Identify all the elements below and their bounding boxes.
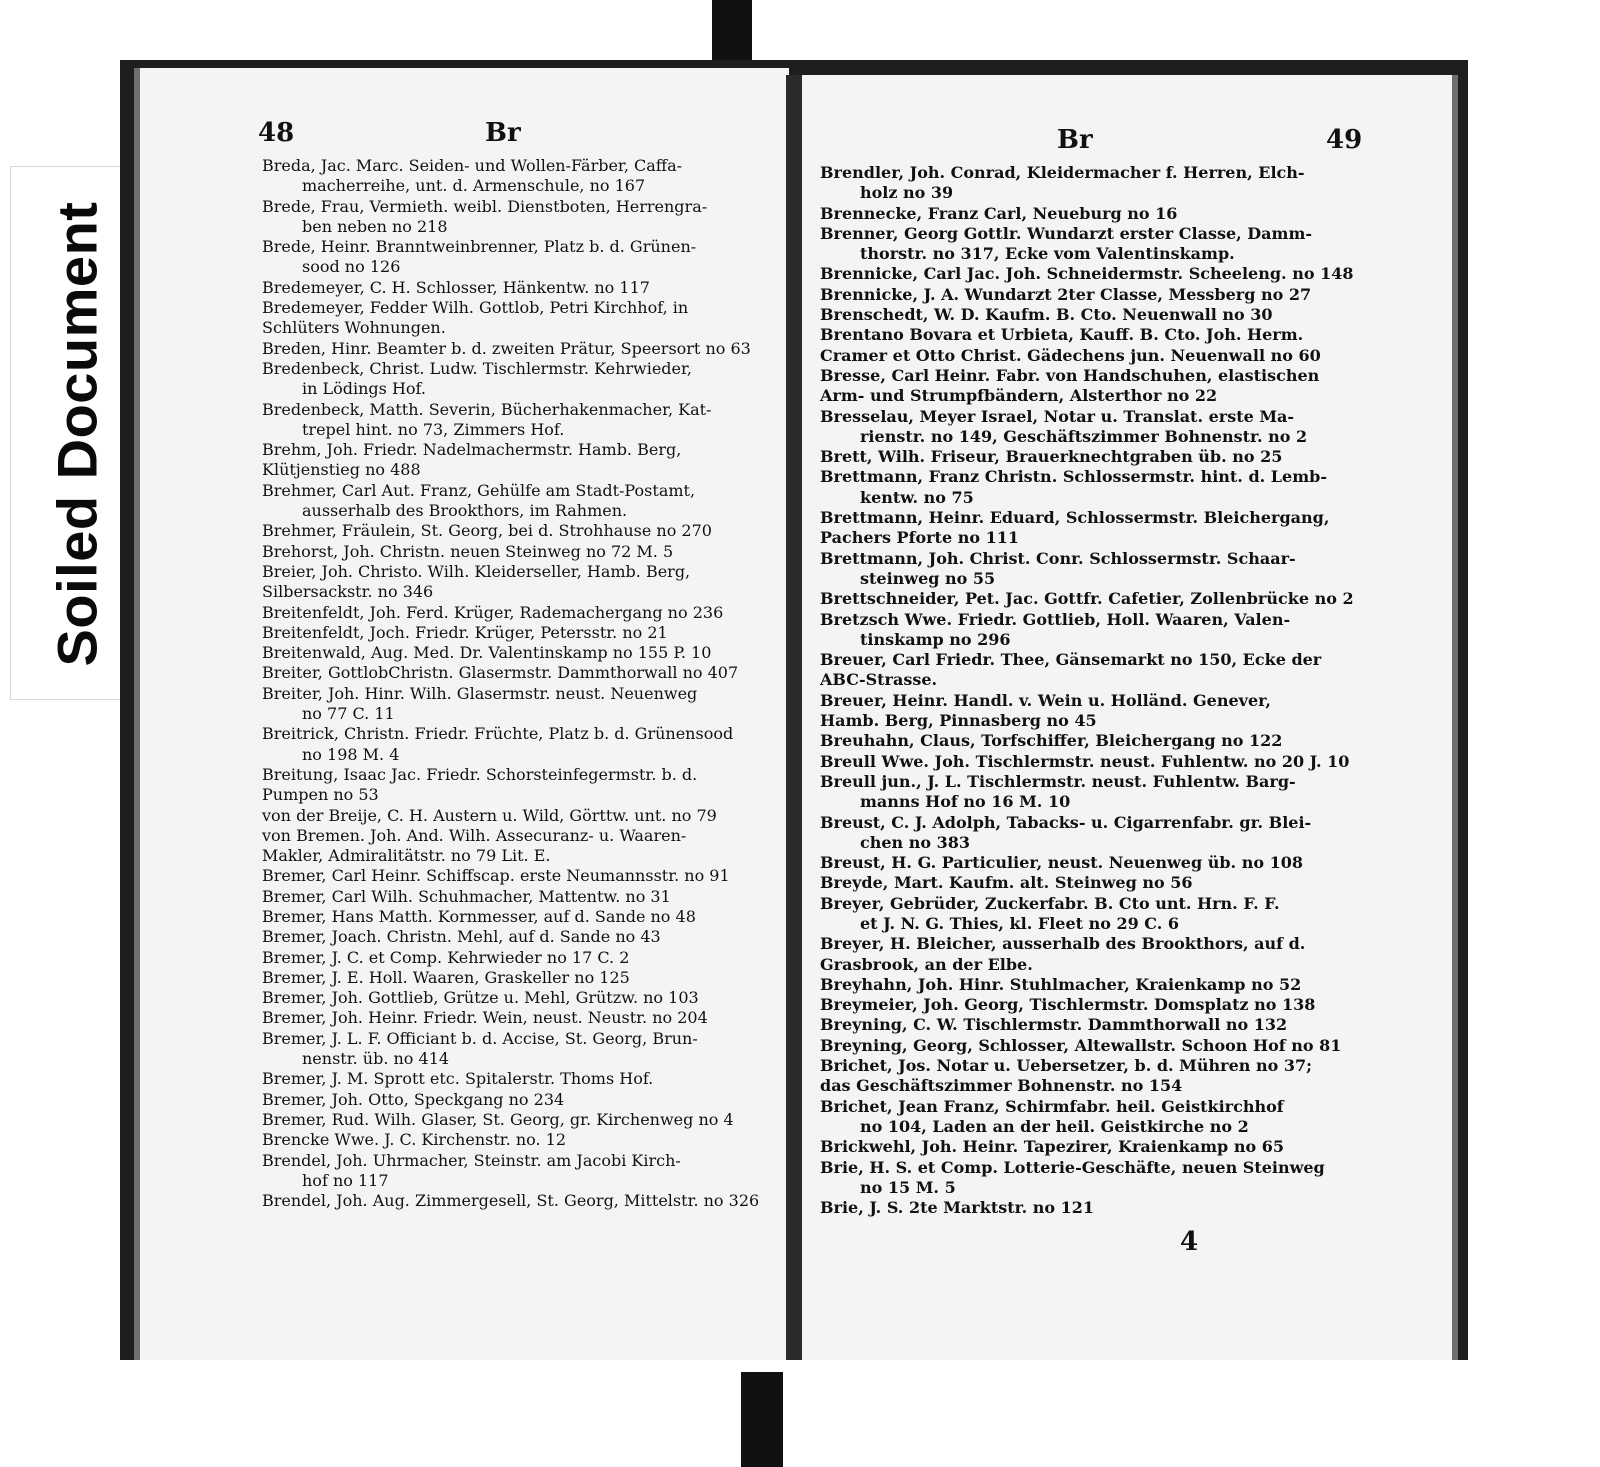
entry-line: macherreihe, unt. d. Armenschule, no 167 — [302, 176, 646, 196]
entry-line: Brettschneider, Pet. Jac. Gottfr. Cafetier, Zollenbrücke no 2 — [820, 589, 1354, 609]
entry-line: Breitenfeldt, Joch. Friedr. Krüger, Petersstr. no 21 — [262, 622, 668, 642]
entry-line: Breust, H. G. Particulier, neust. Neuenweg üb. no 108 — [820, 853, 1303, 873]
entry-line: Breuhahn, Claus, Torfschiffer, Bleichergang no 122 — [820, 731, 1283, 751]
entry-line: Bremer, Carl Heinr. Schiffscap. erste Neumannsstr. no 91 — [262, 866, 730, 886]
entry-line: Brentano Bovara et Urbieta, Kauff. B. Cto. Joh. Herm. — [820, 325, 1304, 345]
entry-line: Grasbrook, an der Elbe. — [820, 954, 1033, 974]
entry-line: no 15 M. 5 — [860, 1177, 956, 1197]
entry-line: et J. N. G. Thies, kl. Fleet no 29 C. 6 — [860, 913, 1180, 933]
entry-line: Brichet, Jean Franz, Schirmfabr. heil. Geistkirchhof — [820, 1096, 1284, 1116]
entry-line: Breiter, Joh. Hinr. Wilh. Glasermstr. neust. Neuenweg — [262, 683, 698, 703]
entry-line: Bredemeyer, Fedder Wilh. Gottlob, Petri Kirchhof, in — [262, 298, 689, 318]
entry-line: Bremer, J. C. et Comp. Kehrwieder no 17 C. 2 — [262, 947, 630, 967]
entry-line: Brenner, Georg Gottlr. Wundarzt erster Classe, Damm- — [820, 223, 1313, 243]
entry-line: ausserhalb des Brookthors, im Rahmen. — [302, 501, 628, 521]
entry-line: trepel hint. no 73, Zimmers Hof. — [302, 419, 565, 439]
left-page-number: 48 — [258, 118, 295, 148]
entry-line: Brede, Heinr. Branntweinbrenner, Platz b. d. Grünen- — [262, 237, 697, 257]
left-page-header: Br — [485, 118, 521, 148]
entry-line: Makler, Admiralitätstr. no 79 Lit. E. — [262, 846, 551, 866]
entry-line: ben neben no 218 — [302, 216, 448, 236]
entry-line: Brettmann, Joh. Christ. Conr. Schlossermstr. Schaar- — [820, 548, 1296, 568]
entry-line: Bremer, Joach. Christn. Mehl, auf d. Sande no 43 — [262, 927, 661, 947]
entry-line: Brendel, Joh. Uhrmacher, Steinstr. am Jacobi Kirch- — [262, 1150, 681, 1170]
entry-line: Breitenfeldt, Joh. Ferd. Krüger, Rademachergang no 236 — [262, 602, 724, 622]
entry-line: Brickwehl, Joh. Heinr. Tapezirer, Kraienkamp no 65 — [820, 1137, 1284, 1157]
entry-line: Bredenbeck, Christ. Ludw. Tischlermstr. Kehrwieder, — [262, 358, 692, 378]
entry-line: Breull Wwe. Joh. Tischlermstr. neust. Fuhlentw. no 20 J. 10 — [820, 751, 1350, 771]
entry-line: Breyning, Georg, Schlosser, Altewallstr. Schoon Hof no 81 — [820, 1035, 1342, 1055]
entry-line: Brennicke, J. A. Wundarzt 2ter Classe, Messberg no 27 — [820, 284, 1312, 304]
entry-line: Brendel, Joh. Aug. Zimmergesell, St. Georg, Mittelstr. no 326 — [262, 1191, 760, 1211]
entry-line: Pumpen no 53 — [262, 785, 379, 805]
entry-line: manns Hof no 16 M. 10 — [860, 792, 1071, 812]
signature-mark: 4 — [1180, 1227, 1199, 1257]
entry-line: Brie, J. S. 2te Marktstr. no 121 — [820, 1198, 1094, 1218]
entry-line: Breyhahn, Joh. Hinr. Stuhlmacher, Kraienkamp no 52 — [820, 974, 1302, 994]
entry-line: Brennicke, Carl Jac. Joh. Schneidermstr. Scheeleng. no 148 — [820, 264, 1354, 284]
entry-line: Breyning, C. W. Tischlermstr. Dammthorwall no 132 — [820, 1015, 1288, 1035]
entry-line: Brehm, Joh. Friedr. Nadelmachermstr. Hamb. Berg, — [262, 440, 682, 460]
entry-line: das Geschäftszimmer Bohnenstr. no 154 — [820, 1076, 1183, 1096]
entry-line: Breitrick, Christn. Friedr. Früchte, Platz b. d. Grünensood — [262, 724, 734, 744]
entry-line: Pachers Pforte no 111 — [820, 528, 1019, 548]
entry-line: von der Breije, C. H. Austern u. Wild, Görttw. unt. no 79 — [262, 805, 717, 825]
entry-line: Brede, Frau, Vermieth. weibl. Dienstboten, Herrengra- — [262, 196, 708, 216]
entry-line: Bremer, J. M. Sprott etc. Spitalerstr. Thoms Hof. — [262, 1069, 654, 1089]
right-page-number: 49 — [1326, 125, 1363, 155]
entry-line: Breull jun., J. L. Tischlermstr. neust. Fuhlentw. Barg- — [820, 771, 1296, 791]
entry-line: in Lödings Hof. — [302, 379, 426, 399]
entry-line: steinweg no 55 — [860, 568, 996, 588]
entry-line: Bremer, Joh. Gottlieb, Grütze u. Mehl, Grützw. no 103 — [262, 988, 699, 1008]
entry-line: Bresselau, Meyer Israel, Notar u. Translat. erste Ma- — [820, 406, 1295, 426]
entry-line: Bredemeyer, C. H. Schlosser, Hänkentw. no 117 — [262, 277, 650, 297]
entry-line: Bremer, Rud. Wilh. Glaser, St. Georg, gr. Kirchenweg no 4 — [262, 1109, 734, 1129]
entry-line: Brichet, Jos. Notar u. Uebersetzer, b. d. Mühren no 37; — [820, 1056, 1313, 1076]
entry-line: Bredenbeck, Matth. Severin, Bücherhakenmacher, Kat- — [262, 399, 712, 419]
entry-line: Silbersackstr. no 346 — [262, 582, 434, 602]
left-entry-list — [262, 156, 767, 1211]
entry-line: ABC-Strasse. — [820, 670, 938, 690]
entry-line: Brettmann, Heinr. Eduard, Schlossermstr. Bleichergang, — [820, 508, 1330, 528]
entry-line: Brennecke, Franz Carl, Neueburg no 16 — [820, 203, 1178, 223]
entry-line: thorstr. no 317, Ecke vom Valentinskamp. — [860, 244, 1235, 264]
entry-line: no 104, Laden an der heil. Geistkirche no 2 — [860, 1116, 1249, 1136]
entry-line: sood no 126 — [302, 257, 401, 277]
entry-line: Brett, Wilh. Friseur, Brauerknechtgraben üb. no 25 — [820, 447, 1283, 467]
entry-line: Brie, H. S. et Comp. Lotterie-Geschäfte, neuen Steinweg — [820, 1157, 1325, 1177]
entry-line: Bremer, Carl Wilh. Schuhmacher, Mattentw. no 31 — [262, 886, 671, 906]
entry-line: no 198 M. 4 — [302, 744, 400, 764]
entry-line: Bremer, J. L. F. Officiant b. d. Accise, St. Georg, Brun- — [262, 1028, 698, 1048]
entry-line: Brehmer, Carl Aut. Franz, Gehülfe am Stadt-Postamt, — [262, 480, 696, 500]
entry-line: Breust, C. J. Adolph, Tabacks- u. Cigarrenfabr. gr. Blei- — [820, 812, 1312, 832]
entry-line: Breyer, Gebrüder, Zuckerfabr. B. Cto unt. Hrn. F. F. — [820, 893, 1280, 913]
entry-line: Bremer, Hans Matth. Kornmesser, auf d. Sande no 48 — [262, 906, 696, 926]
entry-line: Brencke Wwe. J. C. Kirchenstr. no. 12 — [262, 1130, 567, 1150]
right-entry-list — [820, 163, 1354, 1218]
entry-line: Bremer, Joh. Heinr. Friedr. Wein, neust. Neustr. no 204 — [262, 1008, 708, 1028]
target-label-text: Soiled Document — [45, 201, 109, 667]
left-page — [134, 68, 789, 1360]
entry-line: holz no 39 — [860, 183, 954, 203]
entry-line: no 77 C. 11 — [302, 704, 395, 724]
entry-line: Breyde, Mart. Kaufm. alt. Steinweg no 56 — [820, 873, 1193, 893]
entry-line: Breden, Hinr. Beamter b. d. zweiten Prätur, Speersort no 63 — [262, 338, 751, 358]
entry-line: Schlüters Wohnungen. — [262, 318, 446, 338]
entry-line: Breyer, H. Bleicher, ausserhalb des Brookthors, auf d. — [820, 934, 1306, 954]
entry-line: Hamb. Berg, Pinnasberg no 45 — [820, 711, 1097, 731]
right-page — [802, 75, 1458, 1360]
entry-line: Brenschedt, W. D. Kaufm. B. Cto. Neuenwall no 30 — [820, 305, 1273, 325]
entry-line: Klütjenstieg no 488 — [262, 460, 421, 480]
entry-line: Cramer et Otto Christ. Gädechens jun. Neuenwall no 60 — [820, 345, 1321, 365]
entry-line: rienstr. no 149, Geschäftszimmer Bohnenstr. no 2 — [860, 426, 1308, 446]
entry-line: kentw. no 75 — [860, 487, 974, 507]
entry-line: chen no 383 — [860, 832, 971, 852]
entry-line: Breymeier, Joh. Georg, Tischlermstr. Domsplatz no 138 — [820, 995, 1316, 1015]
entry-line: tinskamp no 296 — [860, 629, 1011, 649]
entry-line: Brehorst, Joh. Christn. neuen Steinweg no 72 M. 5 — [262, 541, 674, 561]
entry-line: Brehmer, Fräulein, St. Georg, bei d. Strohhause no 270 — [262, 521, 712, 541]
entry-line: nenstr. üb. no 414 — [302, 1049, 450, 1069]
entry-line: von Bremen. Joh. And. Wilh. Assecuranz- u. Waaren- — [262, 825, 687, 845]
right-page-header: Br — [1057, 125, 1093, 155]
entry-line: Breuer, Carl Friedr. Thee, Gänsemarkt no 150, Ecke der — [820, 650, 1322, 670]
entry-line: Breier, Joh. Christo. Wilh. Kleiderseller, Hamb. Berg, — [262, 561, 691, 581]
entry-line: Breitenwald, Aug. Med. Dr. Valentinskamp no 155 P. 10 — [262, 643, 712, 663]
entry-line: hof no 117 — [302, 1170, 389, 1190]
entry-line: Breuer, Heinr. Handl. v. Wein u. Holländ. Genever, — [820, 690, 1271, 710]
entry-line: Bresse, Carl Heinr. Fabr. von Handschuhen, elastischen — [820, 365, 1320, 385]
entry-line: Bremer, Joh. Otto, Speckgang no 234 — [262, 1089, 565, 1109]
entry-line: Breda, Jac. Marc. Seiden- und Wollen-Färber, Caffa- — [262, 156, 683, 175]
binding-strip-bottom — [741, 1372, 783, 1467]
entry-line: Breitung, Isaac Jac. Friedr. Schorsteinfegermstr. b. d. — [262, 764, 698, 784]
entry-line: Breiter, GottlobChristn. Glasermstr. Dammthorwall no 407 — [262, 663, 739, 683]
entry-line: Arm- und Strumpfbändern, Alsterthor no 22 — [820, 386, 1218, 406]
entry-line: Brettmann, Franz Christn. Schlossermstr. hint. d. Lemb- — [820, 467, 1327, 487]
entry-line: Bretzsch Wwe. Friedr. Gottlieb, Holl. Waaren, Valen- — [820, 609, 1291, 629]
entry-line: Bremer, J. E. Holl. Waaren, Graskeller no 125 — [262, 967, 630, 987]
entry-line: Brendler, Joh. Conrad, Kleidermacher f. Herren, Elch- — [820, 163, 1305, 182]
